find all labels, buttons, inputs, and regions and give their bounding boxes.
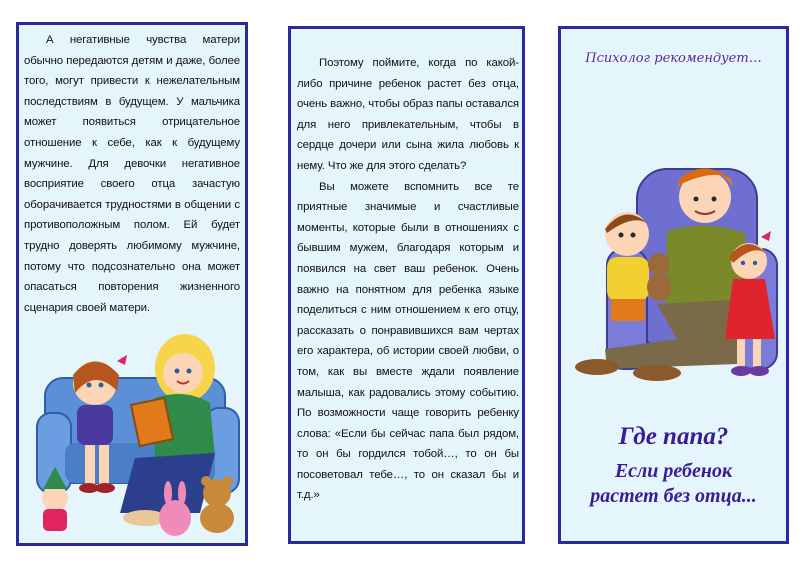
middle-paragraph-2: Вы можете вспомнить все те приятные значимые и счастливые моменты, которые были в отношениях с бывшим мужем, благодаря которым и появился на свет ваш ребенок. Очень важно на понятном для ребенка языке поделиться с ним отношением к его отцу, рассказать о понравившихся вам чертах его характера, об истории своей любви, о том, как вы вместе ждали появление малыша, как радовались этому событию. По возможности чаще говорить ребенку слова: «Если бы сейчас папа был рядом, то он бы гордился тобой…, то он бы посоветовал тебе…, то он сказал бы и т.д.» [297,180,519,502]
left-panel-text [24,30,240,318]
brochure-subtitle-line-2: растет без отца... [590,485,757,507]
middle-paragraph-1: Поэтому поймите, когда по какой-либо причине ребенок растет без отца, очень важно, чтобы образ папы оставался для него привлекательным, чтобы в сердце дочери или сына жила любовь к нему. Что же для этого сделать? [297,57,519,172]
middle-panel-text [297,53,519,506]
brochure-title: Где папа? [618,423,729,450]
father-with-children-illustration [567,139,783,409]
psychologist-recommends-header: Психолог рекомендует… [585,51,762,66]
brochure-subtitle-line-1: Если ребенок [614,460,733,482]
middle-panel [288,26,525,544]
mother-daughter-reading-illustration [25,313,241,543]
left-paragraph: А негативные чувства матери обычно передаются детям и даже, более того, могут привести к нежелательным последствиям в будущем. У мальчика может появиться отрицательное отношение к себе, как к будущему мужчине. Для девочки негативное восприятие своего отца зачастую оборачивается трудностями в общении с противоположным полом. Ей будет трудно доверять любимому мужчине, потому что подсознательно она может опасаться повторения жизненного сценария своей матери. [24,34,240,314]
right-panel [558,26,789,544]
left-panel [16,22,248,546]
